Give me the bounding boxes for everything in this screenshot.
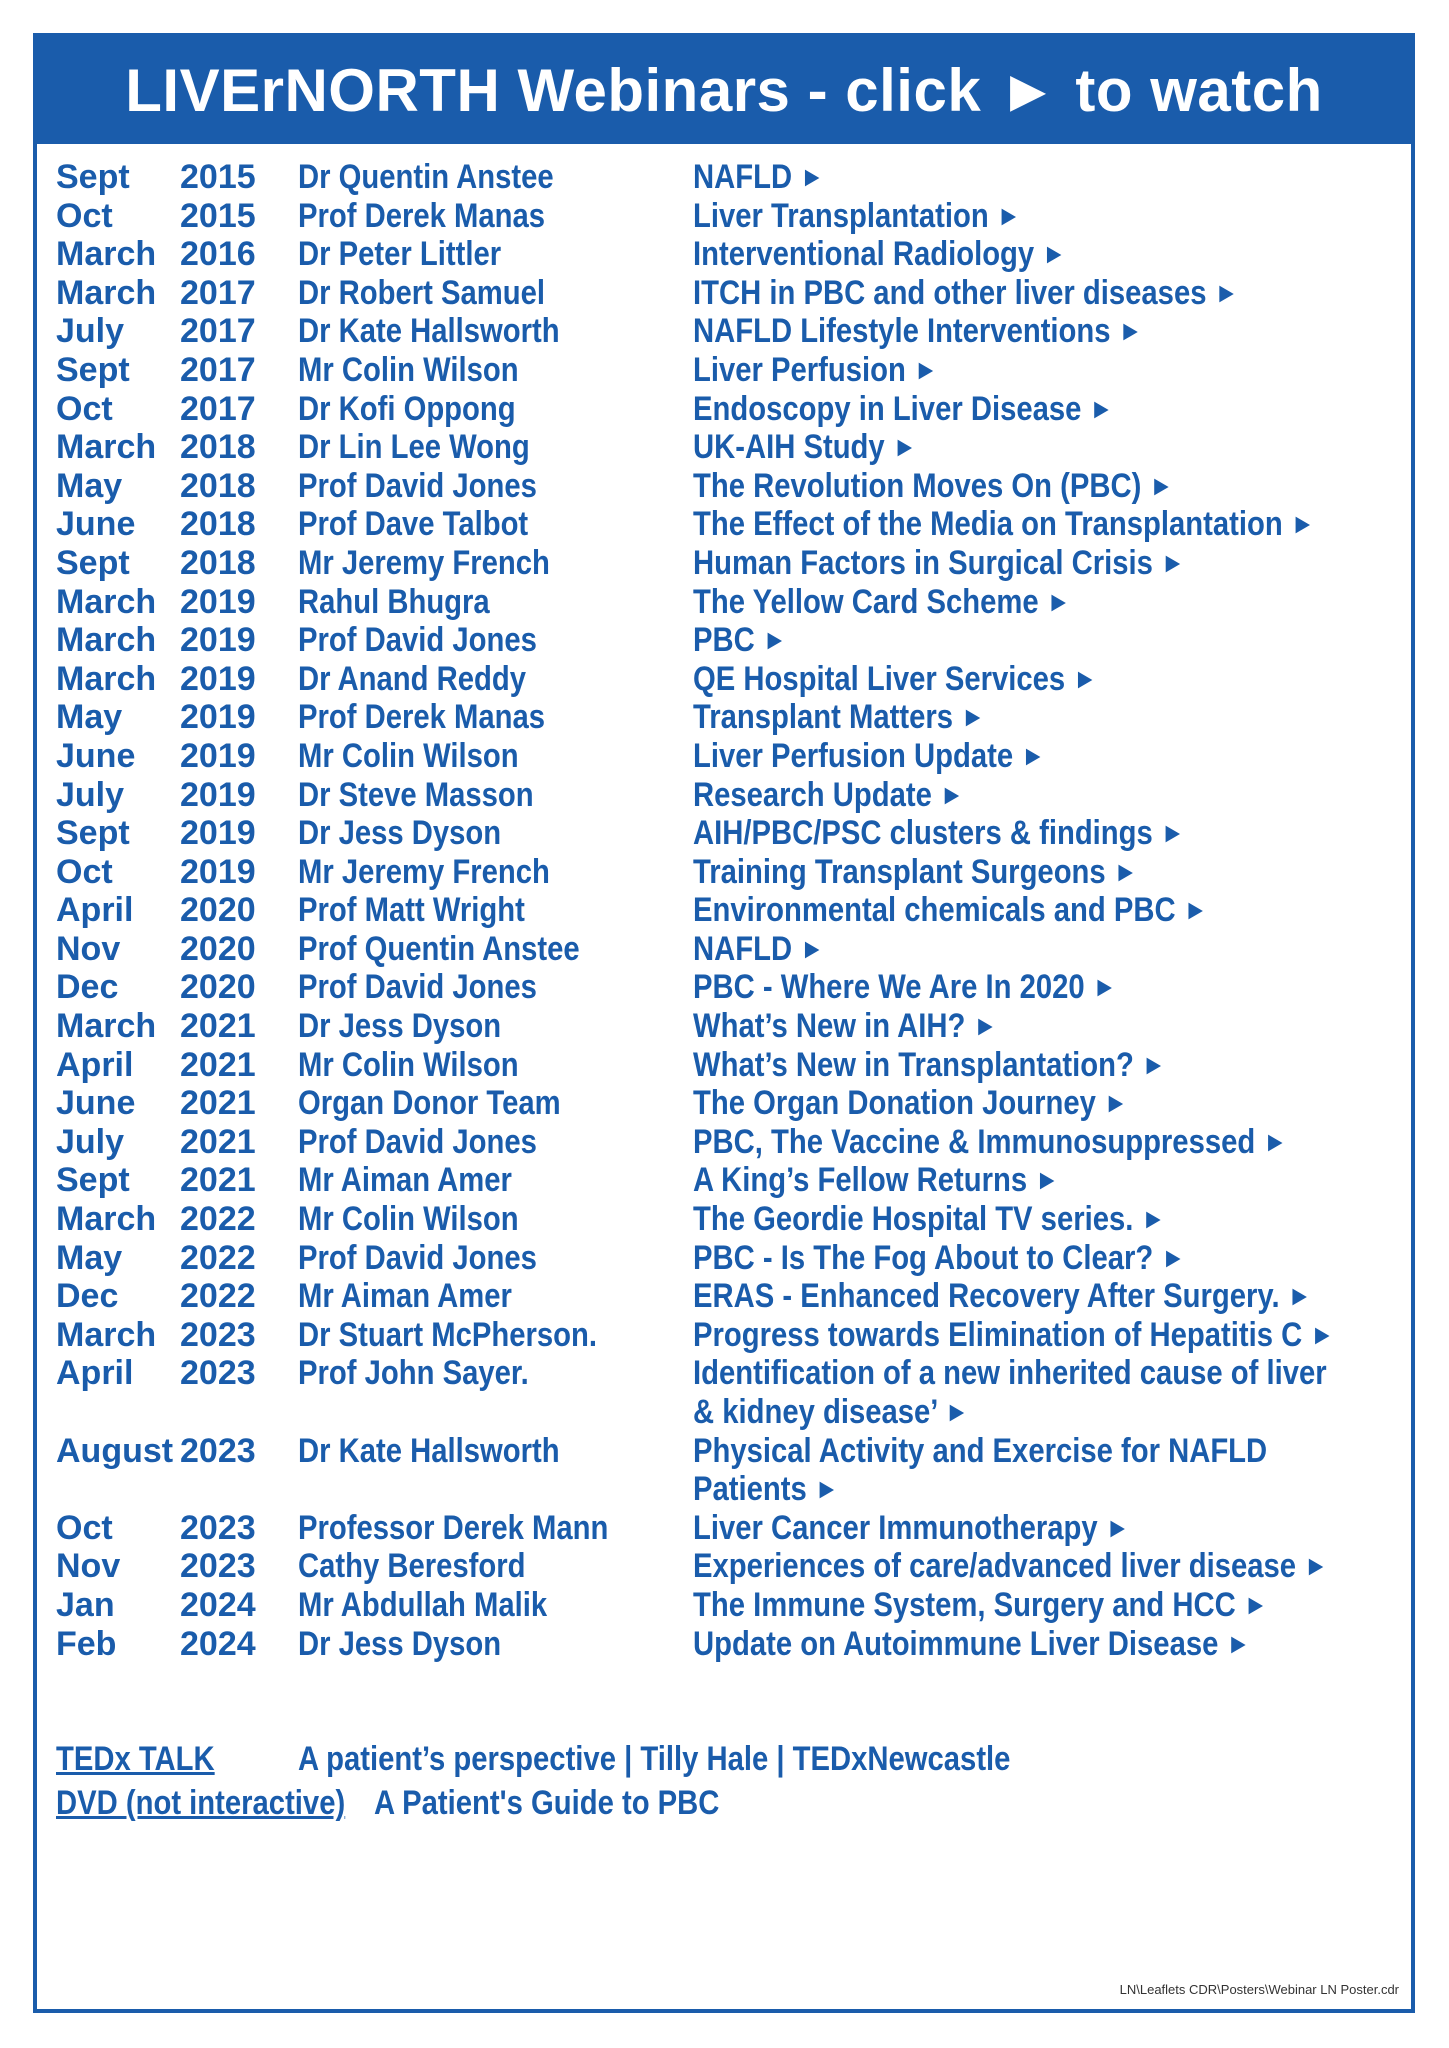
webinar-speaker: Prof Quentin Anstee bbox=[298, 929, 580, 968]
webinar-topic-link[interactable] bbox=[693, 1316, 1334, 1355]
webinar-topic-text[interactable]: ITCH in PBC and other liver diseases bbox=[693, 273, 1207, 312]
webinar-topic-link[interactable] bbox=[693, 1007, 997, 1046]
play-icon[interactable]: ► bbox=[913, 353, 938, 385]
play-icon[interactable]: ► bbox=[800, 161, 825, 192]
webinar-speaker: Dr Jess Dyson bbox=[298, 1007, 502, 1046]
play-icon[interactable]: ► bbox=[1214, 276, 1239, 308]
webinar-topic-link[interactable] bbox=[693, 660, 1097, 699]
poster-frame bbox=[33, 33, 1415, 2013]
webinar-year: 2017 bbox=[180, 389, 256, 428]
webinar-row[interactable] bbox=[56, 1316, 1401, 1355]
webinar-topic-link[interactable] bbox=[693, 1123, 1287, 1162]
webinar-topic-text[interactable]: Human Factors in Surgical Crisis bbox=[693, 543, 1153, 582]
webinar-month: June bbox=[56, 1084, 136, 1123]
webinar-speaker: Dr Kate Hallsworth bbox=[298, 312, 560, 351]
webinar-row[interactable] bbox=[56, 1354, 1401, 1431]
webinar-topic-text[interactable]: QE Hospital Liver Services bbox=[693, 659, 1066, 698]
webinar-topic-link[interactable] bbox=[693, 1586, 1268, 1625]
webinar-row[interactable] bbox=[56, 544, 1401, 583]
play-icon[interactable]: ► bbox=[1089, 392, 1114, 424]
webinar-row[interactable] bbox=[56, 1161, 1401, 1200]
webinar-speaker: Prof Dave Talbot bbox=[298, 505, 529, 544]
webinar-row[interactable] bbox=[56, 621, 1401, 660]
webinar-row[interactable] bbox=[56, 1277, 1401, 1316]
webinar-speaker: Mr Aiman Amer bbox=[298, 1277, 512, 1316]
webinar-row[interactable] bbox=[56, 1547, 1401, 1586]
webinar-year: 2017 bbox=[180, 273, 256, 312]
webinar-topic-text[interactable]: PBC - Is The Fog About to Clear? bbox=[693, 1238, 1154, 1277]
webinar-row[interactable] bbox=[56, 968, 1401, 1007]
webinar-topic-link[interactable] bbox=[693, 930, 824, 969]
webinar-row[interactable] bbox=[56, 1586, 1401, 1625]
play-icon[interactable]: ► bbox=[1287, 1280, 1312, 1312]
play-icon[interactable]: ► bbox=[996, 199, 1021, 231]
webinar-speaker: Prof David Jones bbox=[298, 1122, 537, 1161]
webinar-speaker: Dr Lin Lee Wong bbox=[298, 428, 530, 467]
play-icon[interactable]: ► bbox=[1141, 1048, 1166, 1080]
play-icon[interactable]: ► bbox=[1141, 1203, 1166, 1235]
webinar-year: 2019 bbox=[180, 582, 256, 621]
webinar-topic-link[interactable] bbox=[693, 1509, 1130, 1548]
webinar-topic-link[interactable] bbox=[693, 698, 985, 737]
webinar-topic-link[interactable] bbox=[693, 1547, 1328, 1586]
webinar-speaker: Dr Jess Dyson bbox=[298, 814, 502, 853]
webinar-row[interactable] bbox=[56, 776, 1401, 815]
webinar-month: April bbox=[56, 1354, 134, 1393]
play-icon[interactable]: ► bbox=[1104, 1087, 1128, 1119]
webinar-row[interactable] bbox=[56, 737, 1401, 776]
webinar-speaker: Prof Derek Manas bbox=[298, 196, 546, 235]
play-icon[interactable]: ► bbox=[1035, 1164, 1060, 1196]
webinar-year: 2021 bbox=[180, 1084, 256, 1123]
webinar-topic-text[interactable]: The Effect of the Media on Transplantation bbox=[693, 505, 1283, 544]
webinar-speaker: Dr Peter Littler bbox=[298, 235, 502, 274]
webinar-speaker: Prof Derek Manas bbox=[298, 698, 546, 737]
webinar-speaker: Prof David Jones bbox=[298, 466, 537, 505]
webinar-topic-link[interactable] bbox=[693, 312, 1143, 351]
play-icon[interactable]: ► bbox=[1243, 1588, 1268, 1620]
play-icon[interactable]: ► bbox=[1183, 894, 1208, 926]
webinar-speaker: Prof David Jones bbox=[298, 621, 537, 660]
webinar-speaker: Mr Aiman Amer bbox=[298, 1161, 512, 1200]
webinar-topic-text[interactable]: Research Update bbox=[693, 775, 932, 814]
play-icon[interactable]: ► bbox=[1149, 469, 1174, 501]
webinar-topic-link[interactable] bbox=[693, 235, 1066, 274]
webinar-topic-text[interactable]: Patients bbox=[693, 1470, 807, 1509]
webinar-year: 2019 bbox=[180, 775, 256, 814]
webinar-topic-link[interactable] bbox=[693, 737, 1045, 776]
webinar-year: 2018 bbox=[180, 466, 256, 505]
webinar-topic-text[interactable]: The Yellow Card Scheme bbox=[693, 582, 1039, 621]
webinar-speaker: Dr Robert Samuel bbox=[298, 273, 545, 312]
webinar-topic-text[interactable]: PBC bbox=[693, 621, 755, 660]
webinar-topic-link[interactable] bbox=[693, 544, 1185, 583]
webinar-topic-link[interactable] bbox=[693, 351, 938, 390]
webinar-row[interactable] bbox=[56, 1046, 1401, 1085]
webinar-row[interactable] bbox=[56, 660, 1401, 699]
webinar-row[interactable] bbox=[56, 351, 1401, 390]
webinar-topic-text[interactable]: ERAS - Enhanced Recovery After Surgery. bbox=[693, 1277, 1280, 1316]
play-icon[interactable]: ► bbox=[973, 1010, 998, 1042]
webinar-month: May bbox=[56, 1238, 123, 1277]
webinar-topic-link[interactable] bbox=[693, 891, 1208, 930]
webinar-speaker: Mr Jeremy French bbox=[298, 543, 550, 582]
webinar-month: Nov bbox=[56, 1547, 121, 1586]
webinar-year: 2018 bbox=[180, 543, 256, 582]
webinar-month: March bbox=[56, 1007, 157, 1046]
webinar-row[interactable] bbox=[56, 930, 1401, 969]
webinar-topic-text[interactable]: Experiences of care/advanced liver disease bbox=[693, 1547, 1297, 1586]
webinar-topic-text[interactable]: Liver Transplantation bbox=[693, 196, 989, 235]
webinar-topic-text[interactable]: Transplant Matters bbox=[693, 698, 953, 737]
webinar-month: Oct bbox=[56, 389, 113, 428]
play-icon[interactable]: ► bbox=[1263, 1125, 1288, 1157]
webinar-year: 2020 bbox=[180, 929, 256, 968]
play-icon[interactable]: ► bbox=[1304, 1550, 1328, 1582]
webinar-topic-link[interactable] bbox=[693, 1200, 1165, 1239]
webinar-row[interactable] bbox=[56, 1625, 1401, 1664]
webinar-row[interactable] bbox=[56, 891, 1401, 930]
webinar-year: 2021 bbox=[180, 1007, 256, 1046]
play-icon[interactable]: ► bbox=[1042, 238, 1067, 270]
webinar-speaker: Dr Kate Hallsworth bbox=[298, 1431, 560, 1470]
webinar-speaker: Prof David Jones bbox=[298, 968, 537, 1007]
webinar-topic-link[interactable] bbox=[693, 968, 1117, 1007]
webinar-year: 2022 bbox=[180, 1277, 256, 1316]
play-icon[interactable]: ► bbox=[1046, 585, 1071, 617]
webinar-topic-text[interactable]: What’s New in AIH? bbox=[693, 1007, 966, 1046]
webinar-row[interactable] bbox=[56, 1432, 1401, 1509]
play-icon[interactable]: ► bbox=[1113, 855, 1138, 887]
webinar-topic-link[interactable] bbox=[693, 1046, 1166, 1085]
webinar-year: 2018 bbox=[180, 428, 256, 467]
webinar-topic-text[interactable]: & kidney disease’ bbox=[693, 1393, 937, 1431]
webinar-topic-link[interactable] bbox=[693, 505, 1315, 544]
webinar-topic-text[interactable]: Liver Cancer Immunotherapy bbox=[693, 1508, 1098, 1547]
play-icon[interactable]: ► bbox=[1160, 817, 1185, 849]
webinar-month: May bbox=[56, 466, 123, 505]
webinar-speaker: Prof John Sayer. bbox=[298, 1354, 529, 1393]
webinar-topic-link[interactable] bbox=[693, 274, 1238, 313]
webinar-year: 2015 bbox=[180, 196, 256, 235]
webinar-topic-link[interactable] bbox=[693, 467, 1173, 506]
dvd-link[interactable]: DVD (not interactive) bbox=[56, 1784, 346, 1822]
webinar-speaker: Mr Colin Wilson bbox=[298, 1200, 519, 1239]
webinar-year: 2019 bbox=[180, 736, 256, 775]
webinar-topic-text[interactable]: The Revolution Moves On (PBC) bbox=[693, 466, 1142, 505]
webinar-row[interactable] bbox=[56, 390, 1401, 429]
webinar-month: August bbox=[56, 1431, 174, 1470]
webinar-year: 2018 bbox=[180, 505, 256, 544]
webinar-row[interactable] bbox=[56, 1084, 1401, 1123]
webinar-year: 2024 bbox=[180, 1624, 256, 1663]
webinar-row[interactable] bbox=[56, 853, 1401, 892]
play-icon[interactable]: ► bbox=[800, 932, 825, 964]
webinar-month: Feb bbox=[56, 1624, 117, 1663]
webinar-topic-text[interactable]: Identification of a new inherited cause of liver bbox=[693, 1354, 1327, 1393]
webinar-topic-text[interactable]: The Immune System, Surgery and HCC bbox=[693, 1585, 1236, 1624]
webinar-year: 2017 bbox=[180, 350, 256, 389]
webinar-speaker: Dr Steve Masson bbox=[298, 775, 534, 814]
webinar-month: Dec bbox=[56, 968, 119, 1007]
webinar-topic-text[interactable]: Physical Activity and Exercise for NAFLD bbox=[693, 1431, 1268, 1470]
play-icon[interactable]: ► bbox=[1226, 1627, 1251, 1659]
webinar-row[interactable] bbox=[56, 197, 1401, 236]
webinar-list bbox=[56, 158, 1401, 1663]
webinar-month: Sept bbox=[56, 1161, 130, 1200]
webinar-topic-text[interactable]: What’s New in Transplantation? bbox=[693, 1045, 1134, 1084]
webinar-topic-text[interactable]: Endoscopy in Liver Disease bbox=[693, 389, 1082, 428]
webinar-year: 2023 bbox=[180, 1431, 256, 1470]
play-icon[interactable]: ► bbox=[762, 624, 787, 656]
webinar-topic-link[interactable] bbox=[693, 428, 917, 467]
webinar-row[interactable] bbox=[56, 467, 1401, 506]
webinar-month: June bbox=[56, 505, 136, 544]
tedx-link[interactable]: TEDx TALK bbox=[56, 1740, 215, 1778]
webinar-speaker: Dr Jess Dyson bbox=[298, 1624, 502, 1663]
webinar-row[interactable] bbox=[56, 1123, 1401, 1162]
play-icon[interactable]: ► bbox=[1290, 508, 1315, 540]
webinar-row[interactable] bbox=[56, 235, 1401, 274]
webinar-year: 2020 bbox=[180, 891, 256, 930]
webinar-year: 2016 bbox=[180, 235, 256, 274]
webinar-year: 2023 bbox=[180, 1547, 256, 1586]
play-icon[interactable]: ► bbox=[1310, 1318, 1335, 1350]
webinar-month: Oct bbox=[56, 852, 113, 891]
webinar-month: May bbox=[56, 698, 123, 737]
webinar-topic-text[interactable]: PBC, The Vaccine & Immunosuppressed bbox=[693, 1122, 1256, 1161]
webinar-topic-text[interactable]: PBC - Where We Are In 2020 bbox=[693, 968, 1085, 1007]
play-icon[interactable]: ► bbox=[1105, 1511, 1130, 1543]
play-icon[interactable]: ► bbox=[814, 1473, 839, 1505]
webinar-topic-text[interactable]: Liver Perfusion Update bbox=[693, 736, 1014, 775]
webinar-month: Oct bbox=[56, 196, 113, 235]
webinar-topic-text[interactable]: Liver Perfusion bbox=[693, 350, 906, 389]
webinar-month: Sept bbox=[56, 158, 130, 196]
webinar-month: March bbox=[56, 235, 157, 274]
webinar-row[interactable] bbox=[56, 814, 1401, 853]
webinar-speaker: Mr Colin Wilson bbox=[298, 350, 519, 389]
webinar-month: March bbox=[56, 659, 157, 698]
webinar-year: 2021 bbox=[180, 1161, 256, 1200]
webinar-speaker: Rahul Bhugra bbox=[298, 582, 490, 621]
webinar-month: Oct bbox=[56, 1508, 113, 1547]
webinar-speaker: Mr Colin Wilson bbox=[298, 1045, 519, 1084]
webinar-topic-link[interactable] bbox=[693, 1084, 1128, 1123]
webinar-year: 2023 bbox=[180, 1315, 256, 1354]
webinar-month: July bbox=[56, 1122, 125, 1161]
webinar-row[interactable] bbox=[56, 698, 1401, 737]
webinar-topic-text[interactable]: Training Transplant Surgeons bbox=[693, 852, 1106, 891]
file-path-note: LN\Leaflets CDR\Posters\Webinar LN Poster.cdr bbox=[1119, 1982, 1399, 1997]
play-icon[interactable]: ► bbox=[1160, 546, 1185, 578]
webinar-month: April bbox=[56, 891, 134, 930]
webinar-year: 2021 bbox=[180, 1045, 256, 1084]
webinar-month: March bbox=[56, 1200, 157, 1239]
webinar-topic-text[interactable]: Progress towards Elimination of Hepatitis C bbox=[693, 1315, 1303, 1354]
webinar-year: 2019 bbox=[180, 852, 256, 891]
webinar-topic-link[interactable] bbox=[693, 853, 1138, 892]
webinar-topic-link[interactable] bbox=[693, 1354, 1327, 1431]
webinar-row[interactable] bbox=[56, 274, 1401, 313]
webinar-month: Nov bbox=[56, 929, 121, 968]
webinar-topic-link[interactable] bbox=[693, 1161, 1059, 1200]
webinar-row[interactable] bbox=[56, 1509, 1401, 1548]
webinar-month: March bbox=[56, 621, 157, 660]
webinar-month: July bbox=[56, 775, 125, 814]
webinar-month: July bbox=[56, 312, 125, 351]
webinar-row[interactable] bbox=[56, 583, 1401, 622]
webinar-speaker: Organ Donor Team bbox=[298, 1084, 561, 1123]
webinar-speaker: Mr Jeremy French bbox=[298, 852, 550, 891]
webinar-year: 2015 bbox=[180, 158, 256, 196]
webinar-year: 2023 bbox=[180, 1508, 256, 1547]
webinar-topic-text[interactable]: NAFLD bbox=[693, 929, 793, 968]
webinar-topic-link[interactable] bbox=[693, 814, 1185, 853]
webinar-speaker: Cathy Beresford bbox=[298, 1547, 526, 1586]
play-icon[interactable]: ► bbox=[892, 431, 917, 463]
webinar-topic-link[interactable] bbox=[693, 1432, 1267, 1509]
webinar-topic-link[interactable] bbox=[693, 583, 1071, 622]
webinar-year: 2022 bbox=[180, 1238, 256, 1277]
webinar-month: March bbox=[56, 582, 157, 621]
webinar-speaker: Professor Derek Mann bbox=[298, 1508, 609, 1547]
webinar-speaker: Mr Abdullah Malik bbox=[298, 1585, 548, 1624]
webinar-topic-text[interactable]: UK-AIH Study bbox=[693, 428, 885, 467]
webinar-year: 2021 bbox=[180, 1122, 256, 1161]
play-icon[interactable]: ► bbox=[961, 701, 985, 733]
poster-title: LIVErNORTH Webinars - click ► to watch bbox=[125, 57, 1323, 124]
webinar-speaker: Dr Stuart McPherson. bbox=[298, 1315, 597, 1354]
webinar-speaker: Mr Colin Wilson bbox=[298, 736, 519, 775]
play-icon[interactable]: ► bbox=[1073, 662, 1098, 694]
webinar-month: Sept bbox=[56, 350, 130, 389]
webinar-year: 2017 bbox=[180, 312, 256, 351]
webinar-month: June bbox=[56, 736, 136, 775]
play-icon[interactable]: ► bbox=[1161, 1241, 1186, 1273]
webinar-month: April bbox=[56, 1045, 134, 1084]
webinar-topic-link[interactable] bbox=[693, 1239, 1185, 1278]
webinar-month: March bbox=[56, 1315, 157, 1354]
webinar-month: March bbox=[56, 273, 157, 312]
play-icon[interactable]: ► bbox=[1021, 739, 1046, 771]
webinar-month: Dec bbox=[56, 1277, 119, 1316]
webinar-row[interactable] bbox=[56, 428, 1401, 467]
webinar-topic-text[interactable]: The Geordie Hospital TV series. bbox=[693, 1200, 1134, 1239]
webinar-topic-link[interactable] bbox=[693, 621, 787, 660]
webinar-topic-text[interactable]: NAFLD bbox=[693, 158, 793, 196]
webinar-topic-text[interactable]: The Organ Donation Journey bbox=[693, 1084, 1096, 1123]
webinar-speaker: Dr Kofi Oppong bbox=[298, 389, 516, 428]
webinar-speaker: Prof Matt Wright bbox=[298, 891, 525, 930]
webinar-month: Sept bbox=[56, 543, 130, 582]
webinar-topic-link[interactable] bbox=[693, 1277, 1312, 1316]
webinar-topic-text[interactable]: Interventional Radiology bbox=[693, 235, 1035, 274]
play-icon[interactable]: ► bbox=[944, 1396, 969, 1427]
webinar-row[interactable] bbox=[56, 1007, 1401, 1046]
webinar-year: 2019 bbox=[180, 659, 256, 698]
webinar-month: March bbox=[56, 428, 157, 467]
tedx-title[interactable]: A patient’s perspective | Tilly Hale | TEDxNewcastle bbox=[298, 1740, 1011, 1778]
webinar-month: Sept bbox=[56, 814, 130, 853]
poster-header bbox=[37, 37, 1411, 144]
webinar-topic-text[interactable]: Environmental chemicals and PBC bbox=[693, 891, 1176, 930]
webinar-topic-link[interactable] bbox=[693, 390, 1113, 429]
webinar-speaker: Dr Quentin Anstee bbox=[298, 158, 554, 196]
webinar-row[interactable] bbox=[56, 312, 1401, 351]
webinar-topic-text[interactable]: A King’s Fellow Returns bbox=[693, 1161, 1028, 1200]
webinar-year: 2019 bbox=[180, 814, 256, 853]
webinar-year: 2019 bbox=[180, 621, 256, 660]
webinar-year: 2022 bbox=[180, 1200, 256, 1239]
webinar-row[interactable] bbox=[56, 158, 1401, 197]
play-icon[interactable]: ► bbox=[1118, 315, 1143, 347]
webinar-topic-text[interactable]: AIH/PBC/PSC clusters & findings bbox=[693, 814, 1153, 853]
play-icon[interactable]: ► bbox=[1092, 971, 1117, 1003]
webinar-topic-link[interactable] bbox=[693, 197, 1021, 236]
webinar-month: Jan bbox=[56, 1585, 115, 1624]
webinar-row[interactable] bbox=[56, 505, 1401, 544]
webinar-topic-link[interactable] bbox=[693, 158, 824, 197]
webinar-row[interactable] bbox=[56, 1239, 1401, 1278]
dvd-title: A Patient's Guide to PBC bbox=[374, 1784, 720, 1822]
webinar-topic-link[interactable] bbox=[693, 776, 964, 815]
webinar-year: 2019 bbox=[180, 698, 256, 737]
webinar-topic-text[interactable]: Update on Autoimmune Liver Disease bbox=[693, 1624, 1219, 1663]
webinar-year: 2023 bbox=[180, 1354, 256, 1393]
webinar-row[interactable] bbox=[56, 1200, 1401, 1239]
webinar-topic-link[interactable] bbox=[693, 1625, 1250, 1664]
webinar-speaker: Dr Anand Reddy bbox=[298, 659, 526, 698]
play-icon[interactable]: ► bbox=[940, 778, 964, 810]
webinar-speaker: Prof David Jones bbox=[298, 1238, 537, 1277]
webinar-year: 2024 bbox=[180, 1585, 256, 1624]
webinar-year: 2020 bbox=[180, 968, 256, 1007]
webinar-topic-text[interactable]: NAFLD Lifestyle Interventions bbox=[693, 312, 1111, 351]
